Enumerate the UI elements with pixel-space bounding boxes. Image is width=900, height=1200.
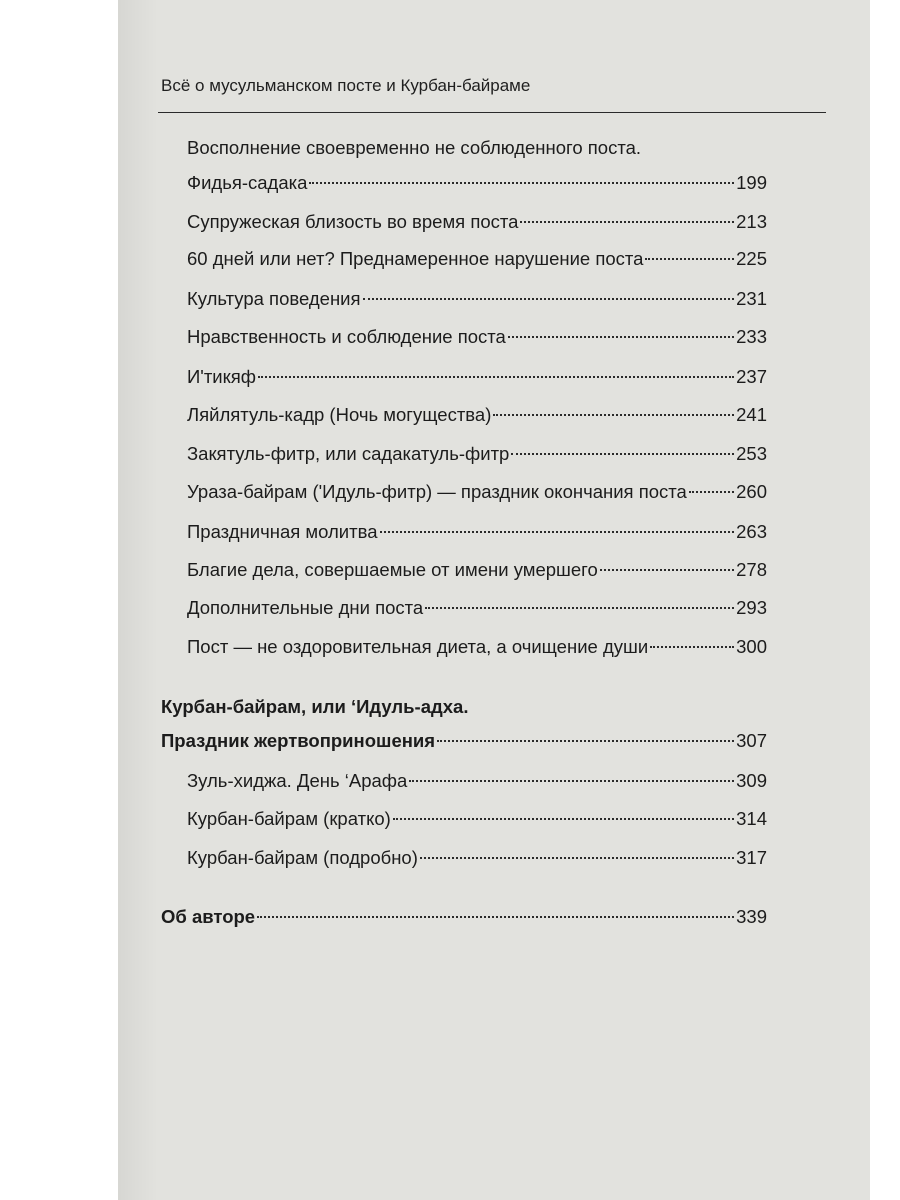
dot-leader xyxy=(645,258,734,260)
toc-entry-page: 241 xyxy=(736,404,767,425)
toc-section-title: Об авторе xyxy=(161,906,256,927)
dot-leader xyxy=(309,182,734,184)
toc-entry-page: 213 xyxy=(736,211,767,232)
toc-entry xyxy=(187,808,767,830)
toc-entry-title: И'тикяф xyxy=(187,366,256,387)
toc-entry xyxy=(187,521,767,543)
toc-entry xyxy=(187,211,767,233)
toc-entry-page: 293 xyxy=(736,597,767,618)
toc-entry-title: 60 дней или нет? Преднамеренное нарушение поста xyxy=(187,248,644,269)
dot-leader xyxy=(380,531,735,533)
dot-leader xyxy=(409,780,734,782)
toc-entry xyxy=(187,481,767,503)
toc-entry xyxy=(187,248,767,270)
toc-section xyxy=(161,730,767,752)
toc-entry-page: 233 xyxy=(736,326,767,347)
toc-entry xyxy=(187,443,767,465)
toc-entry xyxy=(187,172,767,194)
toc-section xyxy=(161,906,767,928)
dot-leader xyxy=(363,298,735,300)
toc-entry-page: 260 xyxy=(736,481,767,502)
toc-entry-title: Супружеская близость во время поста xyxy=(187,211,519,232)
toc-entry-title: Ляйлятуль-кадр (Ночь могущества) xyxy=(187,404,492,425)
toc-entry xyxy=(187,770,767,792)
dot-leader xyxy=(511,453,734,455)
book-page xyxy=(118,0,870,1200)
toc-entry-page: 253 xyxy=(736,443,767,464)
toc-entry-page: 278 xyxy=(736,559,767,580)
dot-leader xyxy=(420,857,734,859)
toc-section-page: 339 xyxy=(736,906,767,927)
toc-entry-page: 309 xyxy=(736,770,767,791)
toc-entry xyxy=(187,366,767,388)
dot-leader xyxy=(508,336,734,338)
toc-entry xyxy=(187,636,767,658)
toc-entry-title: Закятуль-фитр, или садакатуль-фитр xyxy=(187,443,510,464)
toc-entry-title: Благие дела, совершаемые от имени умершего xyxy=(187,559,598,580)
dot-leader xyxy=(258,376,734,378)
toc-entry xyxy=(187,597,767,619)
toc-section-page: 307 xyxy=(736,730,767,751)
toc-entry xyxy=(187,288,767,310)
toc-entry-title: Нравственность и соблюдение поста xyxy=(187,326,506,347)
toc-entry-title: Ураза-байрам ('Идуль-фитр) — праздник окончания поста xyxy=(187,481,687,502)
toc-entry-title: Дополнительные дни поста xyxy=(187,597,424,618)
toc-entry-title: Зуль-хиджа. День ‘Арафа xyxy=(187,770,408,791)
toc-entry xyxy=(187,326,767,348)
toc-entry-title: Культура поведения xyxy=(187,288,361,309)
dot-leader xyxy=(493,414,734,416)
dot-leader xyxy=(600,569,734,571)
dot-leader xyxy=(689,491,734,493)
toc-section-first-line: Курбан-байрам, или ‘Идуль-адха. xyxy=(161,696,469,717)
toc-entry-page: 231 xyxy=(736,288,767,309)
running-header: Всё о мусульманском посте и Курбан-байраме xyxy=(161,76,531,95)
toc-entry-page: 237 xyxy=(736,366,767,387)
dot-leader xyxy=(257,916,734,918)
toc-entry-page: 199 xyxy=(736,172,767,193)
toc-entry-title: Фидья-садака xyxy=(187,172,308,193)
toc-entry-title: Курбан-байрам (кратко) xyxy=(187,808,391,829)
toc-entry xyxy=(187,847,767,869)
dot-leader xyxy=(425,607,734,609)
dot-leader xyxy=(650,646,734,648)
toc-entry-page: 225 xyxy=(736,248,767,269)
dot-leader xyxy=(437,740,734,742)
toc-entry-page: 300 xyxy=(736,636,767,657)
toc-entry-page: 314 xyxy=(736,808,767,829)
toc-entry-first-line: Восполнение своевременно не соблюденного поста. xyxy=(187,137,642,158)
toc-entry-title: Пост — не оздоровительная диета, а очищение души xyxy=(187,636,649,657)
toc-entry-page: 317 xyxy=(736,847,767,868)
toc-entry-page: 263 xyxy=(736,521,767,542)
toc-entry xyxy=(187,559,767,581)
toc-entry xyxy=(187,404,767,426)
toc-section-title: Праздник жертвоприношения xyxy=(161,730,436,751)
table-of-contents xyxy=(118,0,870,1200)
toc-entry-title: Курбан-байрам (подробно) xyxy=(187,847,418,868)
dot-leader xyxy=(520,221,734,223)
dot-leader xyxy=(393,818,734,820)
toc-entry-title: Праздничная молитва xyxy=(187,521,378,542)
